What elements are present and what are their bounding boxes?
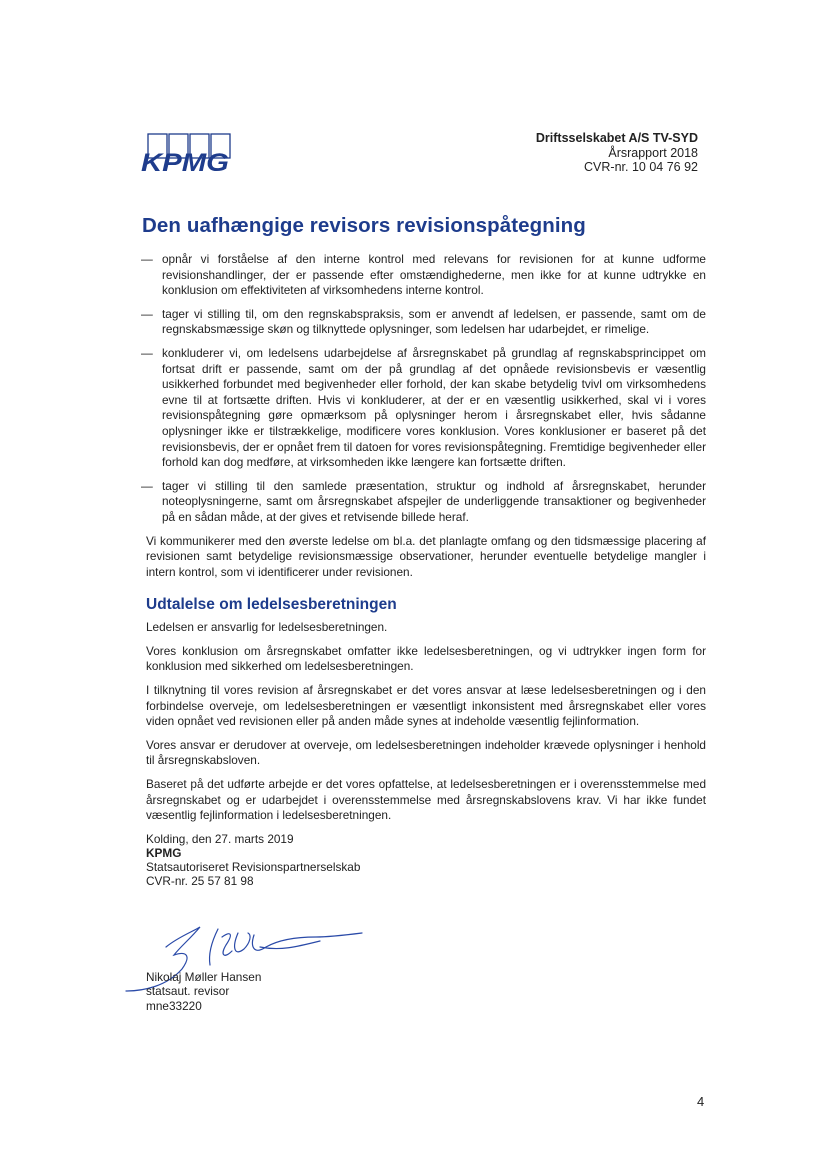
page-number: 4 <box>697 1094 705 1109</box>
document-body <box>141 252 706 889</box>
signer-id: mne33220 <box>146 998 202 1013</box>
kpmg-logo-text: KPMG <box>141 149 229 177</box>
place-date: Kolding, den 27. marts 2019 <box>146 831 294 846</box>
section-paragraph: I tilknytning til vores revision af årsregnskabet er det vores ansvar at læse ledelsesberetningen og i den forbindelse overveje, om ledelsesberetningen er væsentligt inkonsistent med årsregnskabet eller vores viden opnået ved revisionen eller på anden måde synes at indeholde væsentlig fejlinformation. <box>146 683 706 729</box>
list-item <box>141 306 706 338</box>
list-item-text: tager vi stilling til, om den regnskabspraksis, som er anvendt af ledelsen, er passende, samt om de regnskabsmæssige skøn og tilknyttede oplysninger, som ledelsen har udarbejdet, er rimelige. <box>162 306 706 337</box>
section-paragraph: Ledelsen er ansvarlig for ledelsesberetningen. <box>146 620 388 635</box>
list-item <box>141 252 706 299</box>
signoff-block <box>146 832 706 889</box>
dash-bullet-icon: — <box>141 306 153 321</box>
list-item-text: opnår vi forståelse af den interne kontrol med relevans for revisionen for at kunne udforme revisionshandlinger, der er passende efter omstændighederne, men ikke for at kunne udtrykke en konklusion om effektiviteten af virksomhedens interne kontrol. <box>162 252 706 298</box>
company-cvr: CVR-nr. 10 04 76 92 <box>584 160 698 174</box>
list-item-text: tager vi stilling til den samlede præsentation, struktur og indhold af årsregnskabet, herunder noteoplysningerne, samt om årsregnskabet afspejler de underliggende transaktioner og begivenheder på en sådan måde, at der gives et retvisende billede heraf. <box>162 478 706 524</box>
company-header <box>536 131 698 175</box>
section-paragraph: Baseret på det udførte arbejde er det vores opfattelse, at ledelsesberetningen er i overensstemmelse med årsregnskabet og er udarbejdet i overensstemmelse med årsregnskabslovens krav. Vi har ikke fundet væsentlig fejlinformation i ledelsesberetningen. <box>146 777 706 823</box>
list-item <box>141 478 706 526</box>
dash-bullet-icon: — <box>141 252 153 266</box>
signer-block <box>146 970 261 1013</box>
page-title: Den uafhængige revisors revisionspåtegning <box>142 214 586 237</box>
firm-name: KPMG <box>146 846 182 861</box>
company-name: Driftsselskabet A/S TV-SYD <box>535 131 698 145</box>
list-item <box>141 345 706 471</box>
list-item-text: konkluderer vi, om ledelsens udarbejdelse af årsregnskabet på grundlag af regnskabsprincippet om fortsat drift er passende, samt om der på grundlag af det opnåede revisionsbevis er væsentlig usikkerhed forbundet med begivenheder eller forhold, der kan skabe betydelig tvivl om virksomhedens evne til at fortsætte driften. Hvis vi konkluderer, at der er en væsentlig usikkerhed, skal vi i vores revisionspåtegning gøre opmærksom på oplysninger herom i årsregnskabet eller, hvis sådanne oplysninger ikke er tilstrækkelige, modificere vores konklusion. Vores konklusioner er baseret på det revisionsbevis, der er opnået frem til datoen for vores revisionspåtegning. Fremtidige begivenheder eller forhold kan dog medføre, at virksomheden ikke længere kan fortsætte driften. <box>162 345 706 470</box>
firm-cvr: CVR-nr. 25 57 81 98 <box>146 874 254 889</box>
report-name: Årsrapport 2018 <box>608 145 698 160</box>
signer-name: Nikolaj Møller Hansen <box>146 970 262 984</box>
dash-bullet-icon: — <box>141 478 153 493</box>
section-heading: Udtalelse om ledelsesberetningen <box>146 596 397 614</box>
signer-title: statsaut. revisor <box>146 984 230 999</box>
dash-bullet-icon: — <box>141 345 153 360</box>
kpmg-logo <box>140 133 236 179</box>
firm-type: Statsautoriseret Revisionspartnerselskab <box>146 860 361 875</box>
section-paragraph: Vores ansvar er derudover at overveje, om ledelsesberetningen indeholder krævede oplysninger i henhold til årsregnskabsloven. <box>146 737 706 768</box>
section-paragraph: Vores konklusion om årsregnskabet omfatter ikke ledelsesberetningen, og vi udtrykker ingen form for konklusion med sikkerhed om ledelsesberetningen. <box>146 643 706 674</box>
communication-paragraph: Vi kommunikerer med den øverste ledelse om bl.a. det planlagte omfang og den tidsmæssige placering af revisionen samt betydelige revisionsmæssige observationer, herunder eventuelle betydelige mangler i intern kontrol, som vi identificerer under revisionen. <box>146 533 706 579</box>
